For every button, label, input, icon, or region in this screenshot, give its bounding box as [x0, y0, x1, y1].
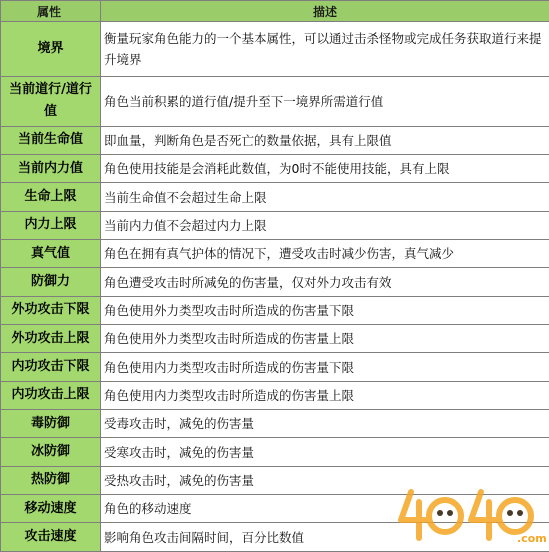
- attribute-description: 角色使用外力类型攻击时所造成的伤害量上限: [101, 325, 549, 353]
- attribute-name: 当前生命值: [1, 126, 101, 154]
- attribute-name: 攻击速度: [1, 523, 101, 552]
- attribute-description: 衡量玩家角色能力的一个基本属性，可以通过击杀怪物或完成任务获取道行来提升境界: [101, 22, 549, 77]
- attribute-name: 当前内力值: [1, 155, 101, 183]
- attribute-name: 外功攻击下限: [1, 296, 101, 324]
- table-row: [1, 296, 549, 324]
- header-description: 描述: [101, 1, 549, 22]
- table-row: [1, 438, 549, 466]
- table-row: [1, 155, 549, 183]
- attribute-description: 角色在拥有真气护体的情况下，遭受攻击时减少伤害，真气减少: [101, 240, 549, 268]
- attribute-description: 受寒攻击时，减免的伤害量: [101, 438, 549, 466]
- attribute-description: 当前内力值不会超过内力上限: [101, 211, 549, 239]
- attribute-description: 角色使用内力类型攻击时所造成的伤害量下限: [101, 353, 549, 381]
- table-row: [1, 268, 549, 296]
- attribute-description: 角色当前积累的道行值/提升至下一境界所需道行值: [101, 76, 549, 126]
- attribute-name: 生命上限: [1, 183, 101, 211]
- attribute-name: 真气值: [1, 240, 101, 268]
- attribute-name: 外功攻击上限: [1, 325, 101, 353]
- attribute-name: 内功攻击上限: [1, 381, 101, 409]
- attribute-description: 受热攻击时，减免的伤害量: [101, 466, 549, 494]
- attribute-description: 角色使用内力类型攻击时所造成的伤害量上限: [101, 381, 549, 409]
- table-row: [1, 381, 549, 409]
- table-row: [1, 183, 549, 211]
- table-row: [1, 126, 549, 154]
- attribute-name: 内功攻击下限: [1, 353, 101, 381]
- attribute-description: 角色使用技能是会消耗此数值，为0时不能使用技能，具有上限: [101, 155, 549, 183]
- attribute-name: 毒防御: [1, 410, 101, 438]
- table-row: [1, 22, 549, 77]
- table-row: [1, 325, 549, 353]
- attribute-description: 受毒攻击时，减免的伤害量: [101, 410, 549, 438]
- attribute-description: 角色遭受攻击时所减免的伤害量，仅对外力攻击有效: [101, 268, 549, 296]
- table-row: [1, 353, 549, 381]
- attribute-name: 境界: [1, 22, 101, 77]
- table-header-row: [1, 1, 549, 22]
- attribute-description: 角色使用外力类型攻击时所造成的伤害量下限: [101, 296, 549, 324]
- attribute-name: 内力上限: [1, 211, 101, 239]
- attribute-name: 冰防御: [1, 438, 101, 466]
- table-row: [1, 466, 549, 494]
- table-row: [1, 240, 549, 268]
- table-row: [1, 211, 549, 239]
- attribute-description: 影响角色攻击间隔时间，百分比数值: [101, 523, 549, 552]
- watermark-suffix: .com: [517, 532, 547, 545]
- table-row: [1, 523, 549, 552]
- attribute-name: 防御力: [1, 268, 101, 296]
- header-attribute: 属性: [1, 1, 101, 22]
- attribute-name: 当前道行/道行值: [1, 76, 101, 126]
- attribute-description: 即血量，判断角色是否死亡的数量依据，具有上限值: [101, 126, 549, 154]
- attribute-description: 角色的移动速度: [101, 495, 549, 523]
- attribute-description: 当前生命值不会超过生命上限: [101, 183, 549, 211]
- attribute-name: 热防御: [1, 466, 101, 494]
- table-row: [1, 495, 549, 523]
- table-row: [1, 410, 549, 438]
- table-row: [1, 76, 549, 126]
- attribute-name: 移动速度: [1, 495, 101, 523]
